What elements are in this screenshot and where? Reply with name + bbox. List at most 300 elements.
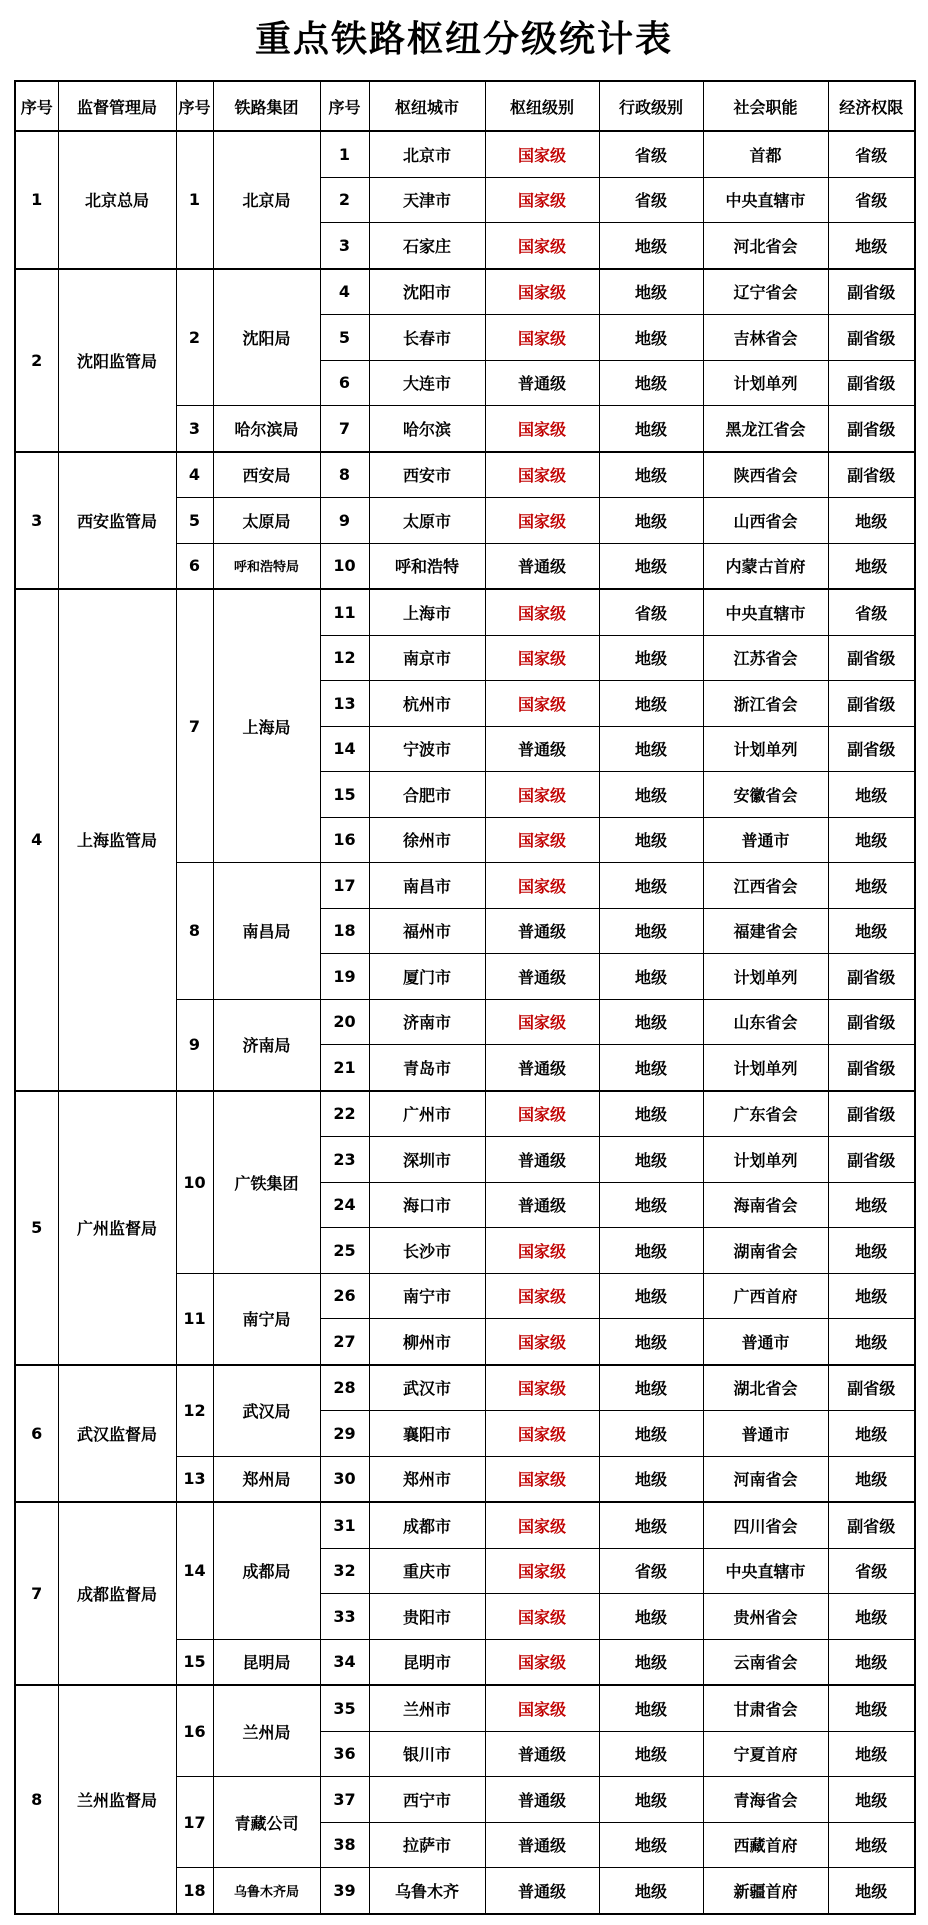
header-cell: 序号 (320, 81, 369, 131)
social-function: 新疆首府 (703, 1868, 828, 1914)
hub-level: 国家级 (485, 1091, 599, 1137)
bureau-number: 5 (15, 1091, 58, 1365)
social-function: 计划单列 (703, 1137, 828, 1183)
hub-level: 普通级 (485, 543, 599, 589)
city-number: 25 (320, 1228, 369, 1274)
group-number: 15 (176, 1639, 213, 1685)
admin-level: 省级 (599, 131, 703, 177)
economic-authority: 副省级 (828, 315, 915, 361)
group-name: 沈阳局 (213, 269, 320, 406)
economic-authority: 地级 (828, 772, 915, 818)
hub-level: 国家级 (485, 1548, 599, 1594)
city-name: 福州市 (369, 908, 485, 954)
hub-level: 普通级 (485, 1182, 599, 1228)
admin-level: 地级 (599, 1365, 703, 1411)
bureau-number: 6 (15, 1365, 58, 1503)
social-function: 安徽省会 (703, 772, 828, 818)
group-number: 3 (176, 406, 213, 452)
city-number: 4 (320, 269, 369, 315)
group-name: 郑州局 (213, 1456, 320, 1502)
city-number: 17 (320, 863, 369, 909)
social-function: 辽宁省会 (703, 269, 828, 315)
social-function: 内蒙古首府 (703, 543, 828, 589)
group-number: 1 (176, 131, 213, 269)
header-cell: 序号 (15, 81, 58, 131)
group-name: 哈尔滨局 (213, 406, 320, 452)
city-name: 合肥市 (369, 772, 485, 818)
hub-level: 国家级 (485, 1502, 599, 1548)
economic-authority: 省级 (828, 131, 915, 177)
table-row (15, 131, 915, 177)
admin-level: 地级 (599, 681, 703, 727)
hub-level: 国家级 (485, 406, 599, 452)
city-name: 贵阳市 (369, 1594, 485, 1640)
bureau-name: 西安监管局 (58, 452, 176, 590)
city-number: 8 (320, 452, 369, 498)
city-number: 35 (320, 1685, 369, 1731)
admin-level: 地级 (599, 635, 703, 681)
bureau-name: 兰州监督局 (58, 1685, 176, 1914)
social-function: 河北省会 (703, 223, 828, 269)
group-number: 11 (176, 1273, 213, 1365)
group-number: 6 (176, 543, 213, 589)
city-number: 13 (320, 681, 369, 727)
bureau-number: 8 (15, 1685, 58, 1914)
city-name: 南京市 (369, 635, 485, 681)
bureau-name: 沈阳监管局 (58, 269, 176, 452)
group-number: 5 (176, 498, 213, 544)
economic-authority: 副省级 (828, 726, 915, 772)
economic-authority: 地级 (828, 1182, 915, 1228)
header-cell: 社会职能 (703, 81, 828, 131)
social-function: 中央直辖市 (703, 1548, 828, 1594)
admin-level: 地级 (599, 1822, 703, 1868)
hub-level: 普通级 (485, 1731, 599, 1777)
city-number: 36 (320, 1731, 369, 1777)
city-number: 12 (320, 635, 369, 681)
group-number: 2 (176, 269, 213, 406)
economic-authority: 地级 (828, 1822, 915, 1868)
group-name: 兰州局 (213, 1685, 320, 1777)
city-name: 深圳市 (369, 1137, 485, 1183)
hub-level: 普通级 (485, 1137, 599, 1183)
economic-authority: 副省级 (828, 1045, 915, 1091)
social-function: 浙江省会 (703, 681, 828, 727)
social-function: 四川省会 (703, 1502, 828, 1548)
city-number: 29 (320, 1411, 369, 1457)
group-name: 青藏公司 (213, 1777, 320, 1868)
group-name: 南宁局 (213, 1273, 320, 1365)
social-function: 云南省会 (703, 1639, 828, 1685)
header-cell: 序号 (176, 81, 213, 131)
admin-level: 地级 (599, 1137, 703, 1183)
admin-level: 地级 (599, 543, 703, 589)
city-name: 长春市 (369, 315, 485, 361)
economic-authority: 地级 (828, 1594, 915, 1640)
table-body (15, 131, 915, 1914)
hub-level: 国家级 (485, 817, 599, 863)
admin-level: 地级 (599, 1273, 703, 1319)
hub-level: 国家级 (485, 1639, 599, 1685)
city-number: 27 (320, 1319, 369, 1365)
table-row (15, 589, 915, 635)
bureau-number: 1 (15, 131, 58, 269)
hub-level: 国家级 (485, 223, 599, 269)
social-function: 广西首府 (703, 1273, 828, 1319)
city-number: 2 (320, 177, 369, 223)
header-cell: 枢纽级别 (485, 81, 599, 131)
economic-authority: 副省级 (828, 954, 915, 1000)
group-name: 上海局 (213, 589, 320, 863)
city-name: 上海市 (369, 589, 485, 635)
hub-level: 普通级 (485, 1868, 599, 1914)
city-number: 38 (320, 1822, 369, 1868)
social-function: 计划单列 (703, 360, 828, 406)
economic-authority: 副省级 (828, 681, 915, 727)
city-number: 7 (320, 406, 369, 452)
hub-level: 普通级 (485, 1045, 599, 1091)
economic-authority: 省级 (828, 1548, 915, 1594)
economic-authority: 地级 (828, 1456, 915, 1502)
group-name: 武汉局 (213, 1365, 320, 1457)
admin-level: 地级 (599, 1182, 703, 1228)
admin-level: 地级 (599, 269, 703, 315)
city-name: 哈尔滨 (369, 406, 485, 452)
table-row (15, 1365, 915, 1411)
social-function: 江西省会 (703, 863, 828, 909)
social-function: 普通市 (703, 817, 828, 863)
header-cell: 铁路集团 (213, 81, 320, 131)
admin-level: 地级 (599, 954, 703, 1000)
table-row (15, 1502, 915, 1548)
social-function: 宁夏首府 (703, 1731, 828, 1777)
social-function: 西藏首府 (703, 1822, 828, 1868)
hub-level: 国家级 (485, 1319, 599, 1365)
bureau-number: 4 (15, 589, 58, 1091)
group-number: 14 (176, 1502, 213, 1639)
admin-level: 地级 (599, 817, 703, 863)
social-function: 湖南省会 (703, 1228, 828, 1274)
admin-level: 地级 (599, 1868, 703, 1914)
city-name: 北京市 (369, 131, 485, 177)
city-name: 济南市 (369, 999, 485, 1045)
social-function: 甘肃省会 (703, 1685, 828, 1731)
admin-level: 地级 (599, 1319, 703, 1365)
city-number: 9 (320, 498, 369, 544)
admin-level: 地级 (599, 1045, 703, 1091)
city-name: 南昌市 (369, 863, 485, 909)
hub-level: 普通级 (485, 908, 599, 954)
social-function: 福建省会 (703, 908, 828, 954)
economic-authority: 地级 (828, 1411, 915, 1457)
social-function: 吉林省会 (703, 315, 828, 361)
hub-level: 国家级 (485, 269, 599, 315)
city-name: 南宁市 (369, 1273, 485, 1319)
city-name: 太原市 (369, 498, 485, 544)
city-number: 24 (320, 1182, 369, 1228)
city-number: 30 (320, 1456, 369, 1502)
group-name: 西安局 (213, 452, 320, 498)
city-name: 大连市 (369, 360, 485, 406)
hub-level: 国家级 (485, 635, 599, 681)
group-name: 昆明局 (213, 1639, 320, 1685)
hub-level: 国家级 (485, 315, 599, 361)
hub-level: 普通级 (485, 360, 599, 406)
group-name: 呼和浩特局 (213, 543, 320, 589)
economic-authority: 地级 (828, 1731, 915, 1777)
economic-authority: 地级 (828, 223, 915, 269)
city-number: 26 (320, 1273, 369, 1319)
social-function: 普通市 (703, 1411, 828, 1457)
page-title: 重点铁路枢纽分级统计表 (254, 19, 673, 60)
social-function: 计划单列 (703, 726, 828, 772)
group-number: 13 (176, 1456, 213, 1502)
city-number: 6 (320, 360, 369, 406)
group-number: 17 (176, 1777, 213, 1868)
economic-authority: 副省级 (828, 635, 915, 681)
hub-level: 国家级 (485, 863, 599, 909)
admin-level: 地级 (599, 406, 703, 452)
hub-level: 国家级 (485, 1456, 599, 1502)
hub-level: 国家级 (485, 1594, 599, 1640)
city-number: 19 (320, 954, 369, 1000)
group-name: 广铁集团 (213, 1091, 320, 1274)
city-name: 长沙市 (369, 1228, 485, 1274)
admin-level: 地级 (599, 452, 703, 498)
social-function: 广东省会 (703, 1091, 828, 1137)
hub-level: 普通级 (485, 1822, 599, 1868)
city-name: 杭州市 (369, 681, 485, 727)
city-name: 徐州市 (369, 817, 485, 863)
city-number: 28 (320, 1365, 369, 1411)
city-name: 呼和浩特 (369, 543, 485, 589)
city-name: 重庆市 (369, 1548, 485, 1594)
economic-authority: 地级 (828, 498, 915, 544)
admin-level: 省级 (599, 177, 703, 223)
bureau-number: 7 (15, 1502, 58, 1685)
admin-level: 地级 (599, 1456, 703, 1502)
social-function: 青海省会 (703, 1777, 828, 1823)
table-row (15, 1091, 915, 1137)
hub-level: 国家级 (485, 681, 599, 727)
city-name: 襄阳市 (369, 1411, 485, 1457)
city-name: 青岛市 (369, 1045, 485, 1091)
header-cell: 监督管理局 (58, 81, 176, 131)
header-row (15, 81, 915, 131)
city-number: 20 (320, 999, 369, 1045)
city-name: 成都市 (369, 1502, 485, 1548)
admin-level: 地级 (599, 498, 703, 544)
table-row (15, 452, 915, 498)
admin-level: 地级 (599, 1731, 703, 1777)
social-function: 黑龙江省会 (703, 406, 828, 452)
admin-level: 省级 (599, 589, 703, 635)
economic-authority: 副省级 (828, 1091, 915, 1137)
city-number: 21 (320, 1045, 369, 1091)
city-name: 昆明市 (369, 1639, 485, 1685)
city-number: 15 (320, 772, 369, 818)
city-number: 16 (320, 817, 369, 863)
city-name: 海口市 (369, 1182, 485, 1228)
admin-level: 地级 (599, 863, 703, 909)
hub-level: 普通级 (485, 726, 599, 772)
economic-authority: 地级 (828, 1273, 915, 1319)
group-number: 7 (176, 589, 213, 863)
group-number: 4 (176, 452, 213, 498)
admin-level: 地级 (599, 1228, 703, 1274)
admin-level: 地级 (599, 1639, 703, 1685)
economic-authority: 地级 (828, 1777, 915, 1823)
city-number: 23 (320, 1137, 369, 1183)
hub-table (14, 80, 916, 1915)
admin-level: 地级 (599, 1411, 703, 1457)
bureau-name: 上海监管局 (58, 589, 176, 1091)
city-number: 5 (320, 315, 369, 361)
social-function: 计划单列 (703, 954, 828, 1000)
city-number: 11 (320, 589, 369, 635)
group-name: 太原局 (213, 498, 320, 544)
city-number: 33 (320, 1594, 369, 1640)
city-name: 西宁市 (369, 1777, 485, 1823)
admin-level: 地级 (599, 315, 703, 361)
bureau-name: 成都监督局 (58, 1502, 176, 1685)
social-function: 中央直辖市 (703, 589, 828, 635)
admin-level: 地级 (599, 360, 703, 406)
city-number: 22 (320, 1091, 369, 1137)
group-name: 南昌局 (213, 863, 320, 1000)
city-name: 银川市 (369, 1731, 485, 1777)
city-number: 14 (320, 726, 369, 772)
group-number: 16 (176, 1685, 213, 1777)
city-number: 1 (320, 131, 369, 177)
table-row (15, 269, 915, 315)
social-function: 计划单列 (703, 1045, 828, 1091)
admin-level: 地级 (599, 908, 703, 954)
economic-authority: 副省级 (828, 1365, 915, 1411)
city-name: 宁波市 (369, 726, 485, 772)
city-name: 郑州市 (369, 1456, 485, 1502)
economic-authority: 省级 (828, 589, 915, 635)
city-name: 西安市 (369, 452, 485, 498)
group-number: 9 (176, 999, 213, 1091)
economic-authority: 副省级 (828, 360, 915, 406)
header-cell: 行政级别 (599, 81, 703, 131)
city-name: 乌鲁木齐 (369, 1868, 485, 1914)
header-cell: 枢纽城市 (369, 81, 485, 131)
admin-level: 地级 (599, 1685, 703, 1731)
economic-authority: 地级 (828, 1319, 915, 1365)
social-function: 湖北省会 (703, 1365, 828, 1411)
hub-level: 普通级 (485, 1777, 599, 1823)
city-number: 3 (320, 223, 369, 269)
city-name: 厦门市 (369, 954, 485, 1000)
bureau-name: 广州监督局 (58, 1091, 176, 1365)
city-name: 天津市 (369, 177, 485, 223)
city-number: 37 (320, 1777, 369, 1823)
group-name: 北京局 (213, 131, 320, 269)
city-number: 39 (320, 1868, 369, 1914)
social-function: 河南省会 (703, 1456, 828, 1502)
admin-level: 地级 (599, 726, 703, 772)
economic-authority: 副省级 (828, 406, 915, 452)
social-function: 海南省会 (703, 1182, 828, 1228)
bureau-number: 2 (15, 269, 58, 452)
city-number: 31 (320, 1502, 369, 1548)
city-number: 18 (320, 908, 369, 954)
economic-authority: 地级 (828, 543, 915, 589)
bureau-name: 武汉监督局 (58, 1365, 176, 1503)
group-name: 济南局 (213, 999, 320, 1091)
hub-level: 国家级 (485, 177, 599, 223)
economic-authority: 地级 (828, 863, 915, 909)
admin-level: 地级 (599, 1091, 703, 1137)
social-function: 江苏省会 (703, 635, 828, 681)
social-function: 中央直辖市 (703, 177, 828, 223)
social-function: 山西省会 (703, 498, 828, 544)
economic-authority: 地级 (828, 1639, 915, 1685)
hub-level: 国家级 (485, 131, 599, 177)
admin-level: 地级 (599, 223, 703, 269)
social-function: 陕西省会 (703, 452, 828, 498)
group-number: 10 (176, 1091, 213, 1274)
city-name: 武汉市 (369, 1365, 485, 1411)
header-cell: 经济权限 (828, 81, 915, 131)
economic-authority: 地级 (828, 908, 915, 954)
hub-level: 国家级 (485, 1365, 599, 1411)
economic-authority: 副省级 (828, 1137, 915, 1183)
city-number: 32 (320, 1548, 369, 1594)
city-name: 石家庄 (369, 223, 485, 269)
economic-authority: 地级 (828, 1228, 915, 1274)
social-function: 普通市 (703, 1319, 828, 1365)
hub-level: 国家级 (485, 1411, 599, 1457)
admin-level: 地级 (599, 1594, 703, 1640)
hub-level: 国家级 (485, 498, 599, 544)
economic-authority: 地级 (828, 1868, 915, 1914)
admin-level: 地级 (599, 999, 703, 1045)
economic-authority: 省级 (828, 177, 915, 223)
city-name: 柳州市 (369, 1319, 485, 1365)
hub-level: 国家级 (485, 452, 599, 498)
bureau-name: 北京总局 (58, 131, 176, 269)
economic-authority: 副省级 (828, 999, 915, 1045)
group-number: 8 (176, 863, 213, 1000)
group-name: 乌鲁木齐局 (213, 1868, 320, 1914)
group-number: 18 (176, 1868, 213, 1914)
hub-level: 国家级 (485, 772, 599, 818)
admin-level: 省级 (599, 1548, 703, 1594)
city-number: 10 (320, 543, 369, 589)
hub-level: 国家级 (485, 1228, 599, 1274)
group-name: 成都局 (213, 1502, 320, 1639)
social-function: 首都 (703, 131, 828, 177)
city-number: 34 (320, 1639, 369, 1685)
economic-authority: 副省级 (828, 1502, 915, 1548)
group-number: 12 (176, 1365, 213, 1457)
hub-level: 国家级 (485, 999, 599, 1045)
hub-level: 国家级 (485, 1685, 599, 1731)
table-row (15, 1685, 915, 1731)
admin-level: 地级 (599, 1502, 703, 1548)
city-name: 广州市 (369, 1091, 485, 1137)
economic-authority: 地级 (828, 1685, 915, 1731)
city-name: 拉萨市 (369, 1822, 485, 1868)
city-name: 沈阳市 (369, 269, 485, 315)
economic-authority: 副省级 (828, 269, 915, 315)
social-function: 山东省会 (703, 999, 828, 1045)
hub-level: 国家级 (485, 589, 599, 635)
economic-authority: 副省级 (828, 452, 915, 498)
